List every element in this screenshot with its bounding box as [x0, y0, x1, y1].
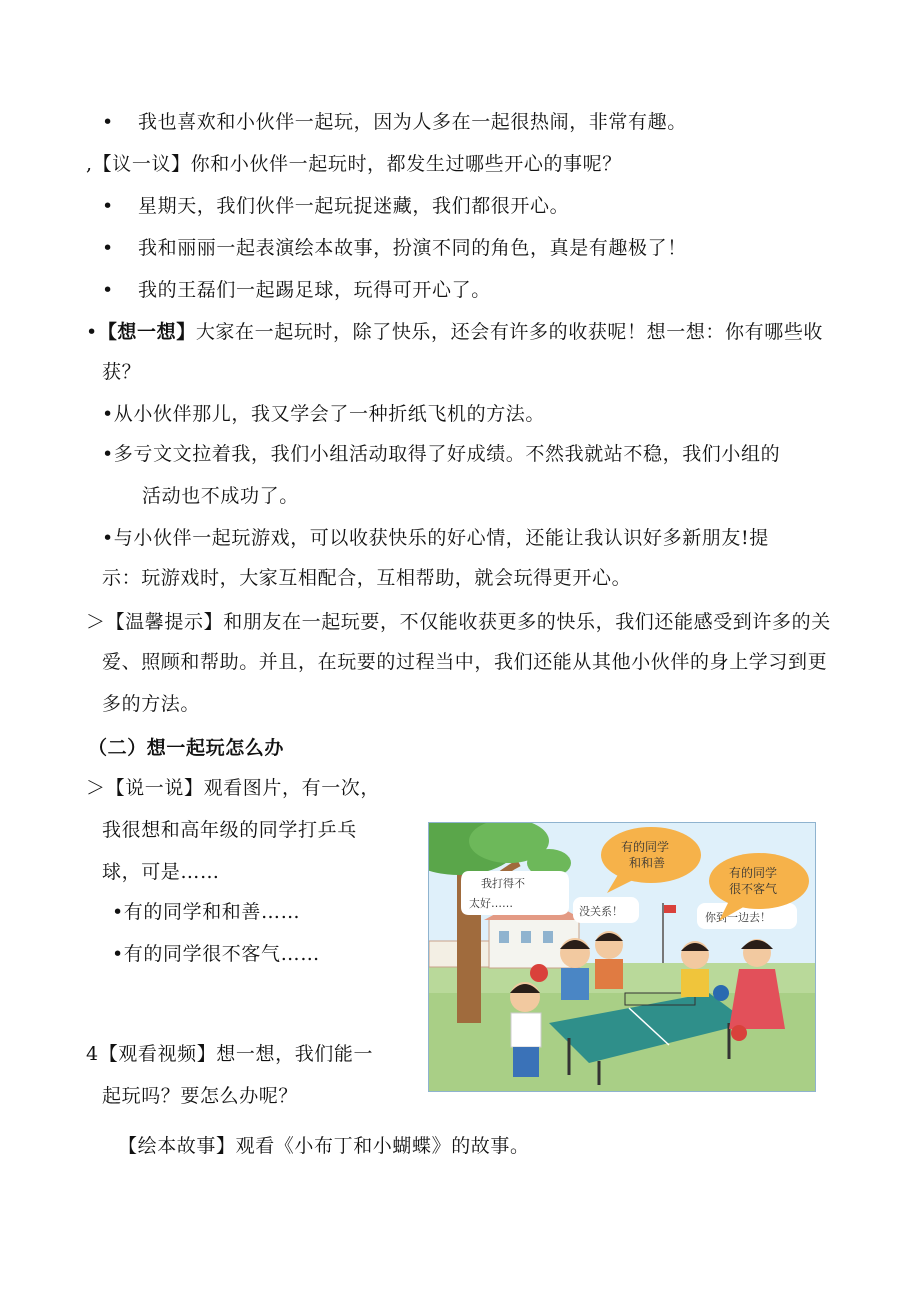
paragraph-line: 爱、照顾和帮助。并且，在玩要的过程当中，我们还能从其他小伙伴的身上学习到更 [102, 651, 828, 673]
mark: , [86, 153, 93, 175]
bullet: • [102, 195, 114, 217]
speech-a-line1: 我打得不 [481, 877, 525, 890]
list-item: •有的同学和和善…… [112, 901, 301, 923]
list-item: •从小伙伴那儿，我又学会了一种折纸飞机的方法。 [102, 403, 546, 425]
list-item [102, 110, 687, 134]
section-tag: 【想一想】 [97, 321, 196, 343]
illustration-svg [429, 823, 815, 1091]
video-line: 4【观看视频】想一想，我们能一 [86, 1043, 374, 1065]
list-item [102, 194, 569, 218]
list-item [102, 236, 687, 260]
paragraph-line: 球，可是…… [102, 861, 220, 883]
picture-book-line: 【绘本故事】观看《小布丁和小蝴蝶》的故事。 [118, 1135, 530, 1157]
discussion-line [86, 152, 622, 176]
section-text: 大家在一起玩时，除了快乐，还会有许多的收获呢！想一想：你有哪些收 [195, 321, 824, 343]
bubble2-line2: 很不客气 [729, 882, 778, 896]
item-text: 我也喜欢和小伙伴一起玩，因为人多在一起很热闹，非常有趣。 [138, 111, 687, 133]
item-text: 我的王磊们一起踢足球，玩得可开心了。 [138, 279, 491, 301]
paragraph-line: 多的方法。 [102, 693, 201, 715]
paragraph-line: 获？ [102, 361, 142, 383]
paragraph-line: 活动也不成功了。 [142, 485, 299, 507]
speech-a-line2: 太好…… [469, 897, 513, 910]
bullet: • [102, 279, 114, 301]
speech-c: 你到一边去！ [705, 911, 771, 924]
bubble1-line2: 和和善 [629, 856, 666, 870]
paragraph-line: 起玩吗？要怎么办呢？ [102, 1085, 299, 1107]
list-item [102, 278, 491, 302]
mark: • [86, 321, 98, 343]
think-line [86, 320, 823, 344]
list-item: •多亏文文拉着我，我们小组活动取得了好成绩。不然我就站不稳，我们小组的 [102, 443, 781, 465]
say-line: ＞【说一说】观看图片，有一次， [86, 777, 381, 799]
bullet: • [102, 111, 114, 133]
bullet: • [102, 237, 114, 259]
speech-b: 没关系！ [579, 905, 623, 918]
tip-line: ＞【温馨提示】和朋友在一起玩要，不仅能收获更多的快乐，我们还能感受到许多的关 [86, 611, 831, 633]
paragraph-line: 我很想和高年级的同学打乒乓 [102, 819, 357, 841]
section-text: 你和小伙伴一起玩时，都发生过哪些开心的事呢？ [190, 153, 622, 175]
section-tag: 【议一议】 [92, 153, 191, 175]
paragraph-line: 示：玩游戏时，大家互相配合，互相帮助，就会玩得更开心。 [102, 567, 632, 589]
item-text: 我和丽丽一起表演绘本故事，扮演不同的角色，真是有趣极了！ [138, 237, 687, 259]
bubble1-line1: 有的同学 [621, 840, 670, 854]
ping-pong-illustration [428, 822, 816, 1092]
list-item: •与小伙伴一起玩游戏，可以收获快乐的好心情，还能让我认识好多新朋友!提 [102, 527, 769, 549]
section-heading: （二）想一起玩怎么办 [88, 737, 285, 759]
item-text: 星期天，我们伙伴一起玩捉迷藏，我们都很开心。 [138, 195, 570, 217]
bubble2-line1: 有的同学 [729, 866, 778, 880]
list-item: •有的同学很不客气…… [112, 943, 320, 965]
